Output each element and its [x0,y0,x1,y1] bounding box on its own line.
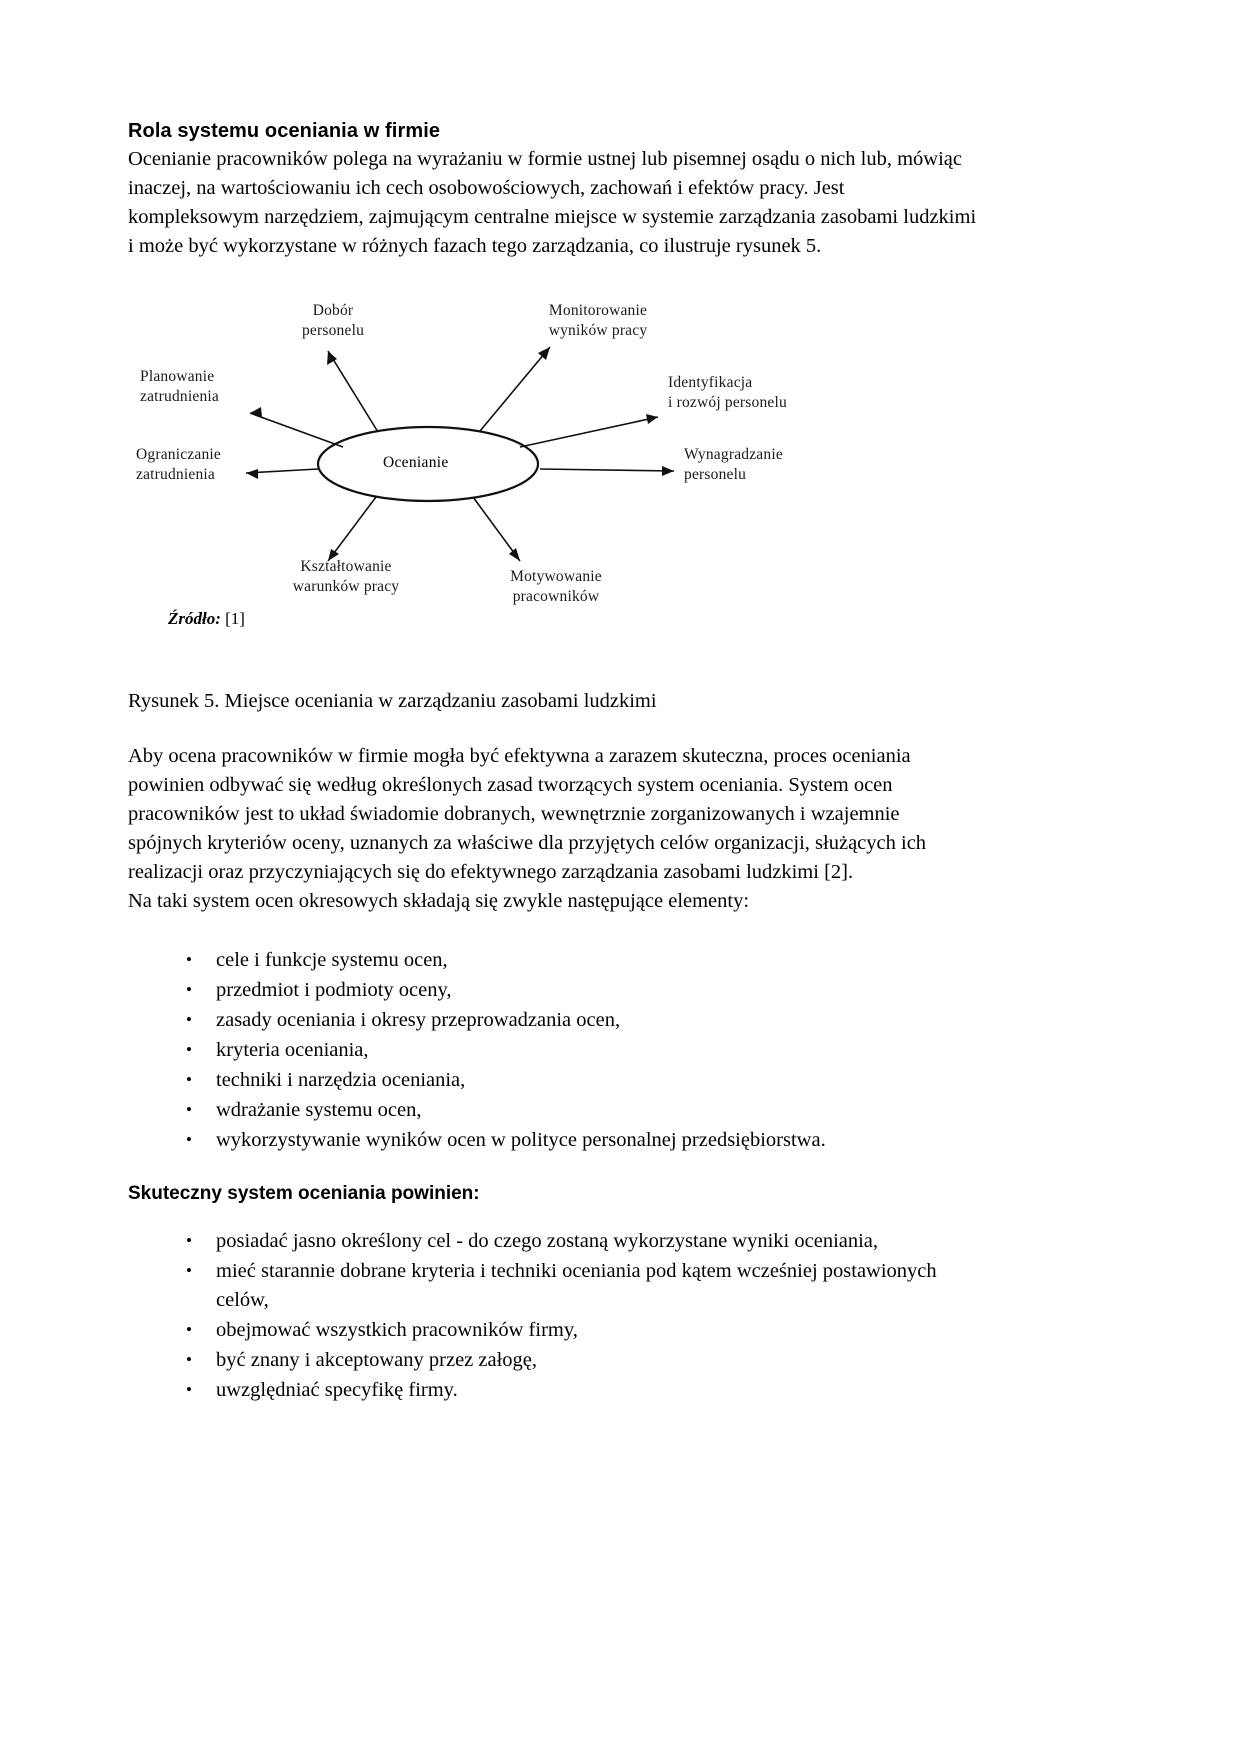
section-subheading: Skuteczny system oceniania powinien: [128,1183,480,1204]
figure-source-ref: [1] [225,609,245,628]
figure-node-identyfikacja-i-rozwoj-personelu [668,373,858,413]
figure-source [168,609,245,629]
list-item: • kryteria oceniania, [186,1036,978,1065]
figure-node-line-2: personelu [684,466,747,483]
figure-5 [128,279,978,649]
figure-node-line-2: pracowników [512,588,600,605]
figure-node-line-1: Monitorowanie [548,302,648,319]
body-paragraph-2: Na taki system ocen okresowych składają się zwykle następujące elementy: [128,890,750,912]
list-item: • uwzględniać specyfikę firmy. [186,1376,978,1405]
figure-node-wynagradzanie-personelu [684,445,844,485]
figure-node-line-1: Wynagradzanie [684,446,783,463]
list-item: • przedmiot i podmioty oceny, [186,976,978,1005]
list-item: • cele i funkcje systemu ocen, [186,946,978,975]
figure-node-line-1: Ograniczanie [136,446,222,463]
list-item: • wykorzystywanie wyników ocen w polityce personalnej przedsiębiorstwa. [186,1126,978,1155]
figure-source-label: Źródło: [168,609,221,628]
figure-node-line-2: warunków pracy [292,578,400,595]
figure-node-motywowanie-pracownikow [476,567,636,607]
intro-paragraph: Ocenianie pracowników polega na wyrażaniu w formie ustnej lub pisemnej osądu o nich lub, mówiąc inaczej, na wartościowaniu ich cech osobowościowych, zachowań i efektów pracy. Jest kompleksowym narzędziem, zajmującym centralne miejsce w systemie zarządzania zasobami ludzkimi i może być wykorzystane w różnych fazach tego zarządzania, co ilustruje rysunek 5. [128,148,977,257]
list-item: • obejmować wszystkich pracowników firmy, [186,1316,978,1345]
list-item: • posiadać jasno określony cel - do czego zostaną wykorzystane wyniki oceniania, [186,1227,978,1256]
figure-node-ograniczanie-zatrudnienia [136,445,271,485]
figure-node-monitorowanie-wynikow-pracy [513,301,683,341]
figure-node-line-1: Kształtowanie [300,558,392,575]
figure-node-line-2: zatrudnienia [136,466,215,483]
figure-center-label: Ocenianie [383,454,449,471]
list-item: • techniki i narzędzia oceniania, [186,1066,978,1095]
figure-arrows [246,347,674,561]
list-item: • zasady oceniania i okresy przeprowadzania ocen, [186,1006,978,1035]
figure-node-line-1: Planowanie [140,368,215,385]
figure-node-line-2: personelu [301,322,365,339]
figure-node-line-1: Dobór [312,302,354,319]
figure-node-planowanie-zatrudnienia [140,367,270,407]
list-item: • wdrażanie systemu ocen, [186,1096,978,1125]
document-content [128,120,978,1406]
elements-list [128,946,978,1155]
figure-caption: Rysunek 5. Miejsce oceniania w zarządzaniu zasobami ludzkimi [128,690,657,712]
list-item: • być znany i akceptowany przez załogę, [186,1346,978,1375]
figure-node-line-1: Motywowanie [510,568,602,585]
figure-node-ksztaltowanie-warunkow-pracy [266,557,426,597]
figure-node-line-2: wyników pracy [548,322,648,339]
requirements-list [128,1227,978,1405]
figure-node-dobor-personelu [278,301,388,341]
list-item: • mieć starannie dobrane kryteria i techniki oceniania pod kątem wcześniej postawionych celów, [186,1257,978,1315]
page-title: Rola systemu oceniania w firmie [128,120,441,142]
figure-node-line-2: zatrudnienia [140,388,219,405]
body-paragraph: Aby ocena pracowników w firmie mogła być efektywna a zarazem skuteczna, proces oceniania powinien odbywać się według określonych zasad tworzących system oceniania. System ocen pracowników jest to układ świadomie dobranych, wewnętrznie zorganizowanych i wzajemnie spójnych kryteriów oceny, uznanych za właściwe dla przyjętych celów organizacji, służących ich realizacji oraz przyczyniających się do efektywnego zarządzania zasobami ludzkimi [2]. [128,745,927,883]
figure-node-line-1: Identyfikacja [668,374,753,391]
figure-node-line-2: i rozwój personelu [668,394,787,411]
